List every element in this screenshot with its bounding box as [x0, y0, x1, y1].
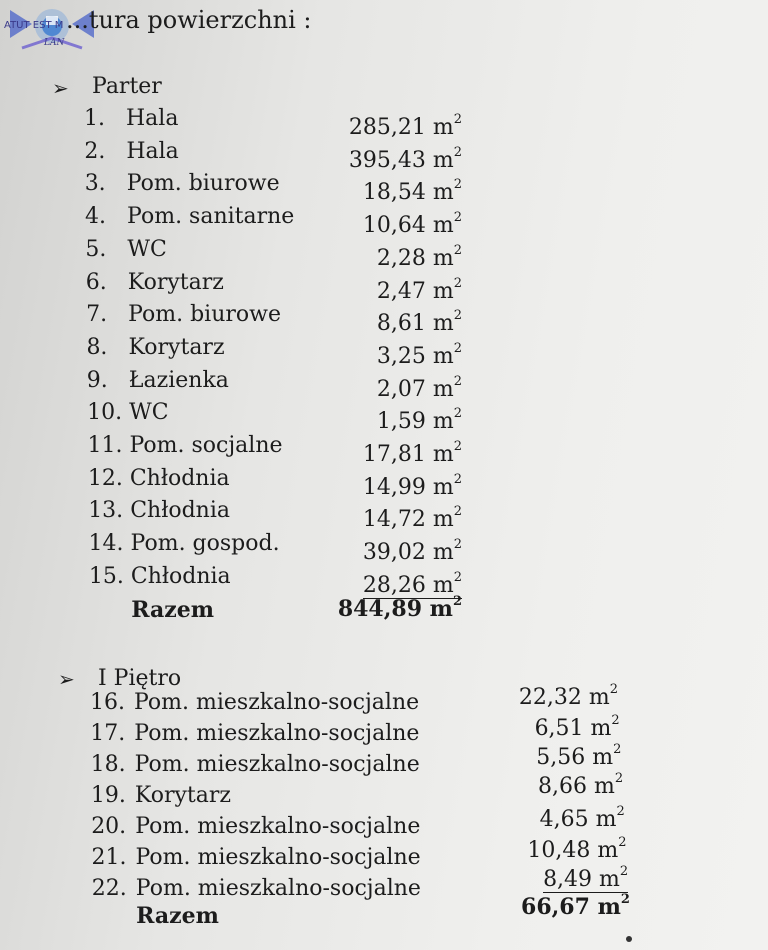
room-number: 17. [90, 721, 126, 746]
room-name: Pom. mieszkalno-socjalne [135, 814, 421, 839]
room-number: 2. [84, 138, 106, 164]
room-row [87, 400, 168, 425]
room-area-value: 3,25 $m^2$ [376, 340, 462, 369]
room-row [84, 106, 178, 131]
room-name: Chłodnia [129, 465, 230, 491]
room-row [92, 845, 421, 870]
total-area-value: 66,67 $m^2$ [521, 892, 630, 920]
total-label: Razem [136, 903, 219, 929]
watermark-text: ATUT EST M [4, 20, 64, 31]
room-number: 10. [87, 400, 123, 426]
room-area-value: 39,02 $m^2$ [362, 537, 462, 566]
room-name: Hala [126, 138, 179, 164]
room-area-value: 4,65 $m^2$ [539, 804, 625, 832]
room-name: Pom. mieszkalno-socjalne [134, 752, 420, 777]
room-name: Pom. sanitarne [127, 204, 295, 230]
room-name: Pom. socjalne [129, 433, 283, 458]
room-number: 11. [87, 433, 123, 458]
room-number: 14. [88, 531, 124, 557]
room-area-value: 8,66 $m^2$ [537, 771, 624, 799]
room-area-value: 395,43 $m^2$ [348, 144, 462, 173]
room-area-value: 285,21 $m^2$ [348, 112, 462, 140]
room-number: 9. [86, 367, 108, 393]
room-row [88, 498, 230, 523]
room-number: 3. [84, 171, 106, 197]
room-number: 5. [85, 236, 107, 262]
room-row [90, 690, 419, 715]
room-area-value: 2,07 $m^2$ [376, 373, 462, 402]
room-name: Pom. gospod. [130, 531, 280, 557]
room-area-value: 17,81 $m^2$ [362, 439, 462, 467]
room-row [86, 335, 224, 360]
room-row [87, 368, 229, 393]
room-name: Chłodnia [130, 498, 230, 524]
room-area-value: 2,28 $m^2$ [376, 242, 462, 271]
room-row [91, 752, 420, 777]
room-number: 7. [86, 302, 108, 328]
room-area-value: 6,51 $m^2$ [534, 713, 620, 741]
room-row [91, 814, 420, 839]
room-number: 22. [91, 876, 127, 901]
room-name: Korytarz [128, 334, 225, 360]
room-area-value: 28,26 $m^2$ [362, 569, 462, 598]
room-area-value: 18,54 $m^2$ [362, 177, 462, 206]
room-name: Pom. mieszkalno-socjalne [135, 845, 421, 870]
room-name: Łazienka [128, 367, 229, 393]
room-row [92, 876, 421, 901]
room-name: Hala [126, 106, 179, 131]
room-number: 6. [85, 269, 107, 295]
room-area-value: 1,59 $m^2$ [376, 406, 462, 435]
room-name: Pom. mieszkalno-socjalne [134, 690, 420, 715]
total-label: Razem [131, 596, 215, 623]
room-name: Korytarz [127, 269, 224, 295]
room-row [89, 531, 280, 556]
room-name: Korytarz [134, 783, 231, 808]
section-title-parter: Parter [92, 74, 162, 99]
room-area-value: 8,49 $m^2$ [543, 864, 629, 892]
total-area-value: 844,89 $m^2$ [337, 594, 462, 622]
bullet-arrow-icon: ➢ [58, 667, 75, 691]
room-number: 20. [91, 814, 127, 839]
page-mark [626, 936, 632, 942]
room-number: 4. [85, 204, 107, 230]
room-area-value: 10,48 $m^2$ [527, 835, 627, 863]
room-number: 13. [88, 498, 124, 524]
room-row [89, 564, 231, 589]
room-area-value: 10,64 $m^2$ [362, 210, 462, 239]
room-name: WC [127, 236, 167, 262]
room-number: 16. [90, 690, 125, 715]
room-area-value: 14,99 $m^2$ [362, 471, 462, 500]
room-area-value: 2,47 $m^2$ [376, 275, 462, 304]
room-number: 8. [86, 334, 108, 360]
room-row [85, 204, 294, 229]
room-number: 12. [87, 465, 123, 491]
room-row [88, 433, 283, 458]
room-number: 1. [84, 106, 105, 131]
room-row [86, 302, 281, 327]
room-row [88, 466, 230, 491]
room-area-value: 5,56 $m^2$ [536, 742, 622, 770]
room-row [84, 139, 178, 164]
room-name: Pom. biurowe [126, 171, 280, 197]
room-name: Pom. mieszkalno-socjalne [135, 876, 421, 901]
room-name: Pom. biurowe [128, 302, 281, 328]
room-number: 18. [90, 752, 126, 777]
room-row [85, 237, 166, 262]
watermark-subtext: LAN [44, 38, 65, 48]
room-number: 15. [88, 563, 124, 589]
room-row [85, 171, 280, 196]
room-number: 19. [90, 783, 126, 808]
room-name: WC [129, 400, 169, 426]
room-area-value: 14,72 $m^2$ [362, 504, 462, 533]
room-name: Pom. mieszkalno-socjalne [134, 721, 420, 746]
bullet-arrow-icon: ➢ [52, 76, 69, 100]
room-number: 21. [91, 845, 127, 870]
room-row [91, 783, 231, 808]
room-row [90, 721, 419, 746]
room-area-value: 8,61 $m^2$ [376, 308, 462, 337]
page-heading: ...tura powierzchni : [66, 6, 312, 34]
section-title-pietro: I Piętro [98, 666, 182, 691]
room-row [86, 270, 224, 295]
room-area-value: 22,32 $m^2$ [518, 682, 618, 710]
room-name: Chłodnia [130, 563, 231, 589]
